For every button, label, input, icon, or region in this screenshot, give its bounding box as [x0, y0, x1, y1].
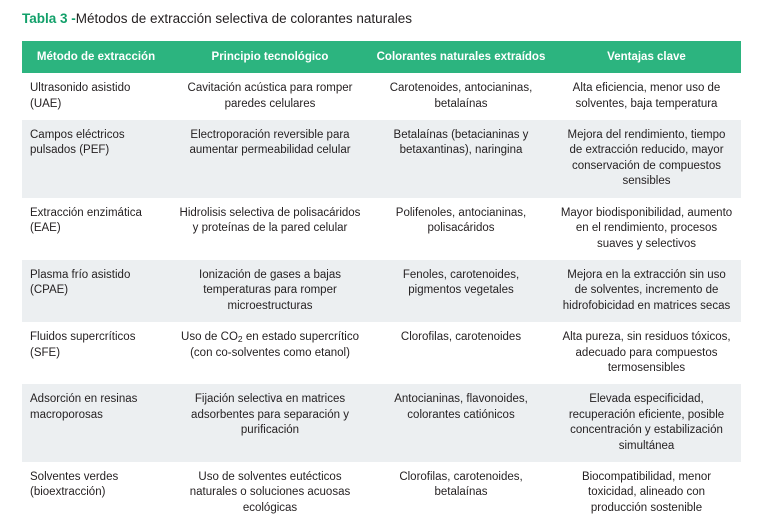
cell-colorants: Carotenoides, antocianinas, betalaínas: [370, 73, 552, 120]
cell-colorants: Antocianinas, flavonoides, colorantes catiónicos: [370, 384, 552, 462]
table-row: [22, 198, 741, 260]
column-header-method: Método de extracción: [22, 41, 170, 74]
cell-principle: Fijación selectiva en matrices adsorbentes para separación y purificación: [170, 384, 370, 462]
cell-advantages: Mejora en la extracción sin uso de solventes, incremento de hidrofobicidad en matrices secas: [552, 260, 741, 322]
table-row: [22, 462, 741, 524]
cell-principle: Ionización de gases a bajas temperaturas para romper microestructuras: [170, 260, 370, 322]
table-caption-label: Tabla 3 -: [22, 11, 76, 26]
cell-method: Plasma frío asistido (CPAE): [22, 260, 170, 322]
table-row: [22, 384, 741, 462]
cell-principle: Hidrolisis selectiva de polisacáridos y proteínas de la pared celular: [170, 198, 370, 260]
table-header: [22, 41, 741, 74]
cell-method: Fluidos supercríticos (SFE): [22, 322, 170, 384]
cell-method: Campos eléctricos pulsados (PEF): [22, 120, 170, 198]
column-header-colorants: Colorantes naturales extraídos: [370, 41, 552, 74]
cell-colorants: Fenoles, carotenoides, pigmentos vegetales: [370, 260, 552, 322]
cell-colorants: Clorofilas, carotenoides: [370, 322, 552, 384]
principle-subscript: 2: [237, 334, 243, 345]
table-body: [22, 73, 741, 524]
table-header-row: [22, 41, 741, 74]
principle-text-post: en estado supercrítico (con co-solventes como etanol): [190, 331, 359, 359]
cell-colorants: Betalaínas (betacianinas y betaxantinas), naringina: [370, 120, 552, 198]
cell-colorants: Polifenoles, antocianinas, polisacáridos: [370, 198, 552, 260]
table-row: [22, 120, 741, 198]
table-row: [22, 260, 741, 322]
principle-text-pre: Uso de CO: [181, 331, 238, 344]
cell-advantages: Elevada especificidad, recuperación eficiente, posible concentración y estabilización simultánea: [552, 384, 741, 462]
cell-colorants: Clorofilas, carotenoides, betalaínas: [370, 462, 552, 524]
table-row: [22, 322, 741, 384]
cell-advantages: Biocompatibilidad, menor toxicidad, alineado con producción sostenible: [552, 462, 741, 524]
extraction-methods-table: [22, 41, 741, 524]
table-caption: [0, 0, 763, 28]
table-caption-text: Métodos de extracción selectiva de colorantes naturales: [75, 11, 412, 26]
cell-principle: Cavitación acústica para romper paredes celulares: [170, 73, 370, 120]
column-header-advantages: Ventajas clave: [552, 41, 741, 74]
table-row: [22, 73, 741, 120]
cell-principle: Electroporación reversible para aumentar permeabilidad celular: [170, 120, 370, 198]
cell-method: Extracción enzimática (EAE): [22, 198, 170, 260]
cell-principle: [170, 322, 370, 384]
cell-method: Adsorción en resinas macroporosas: [22, 384, 170, 462]
cell-principle: Uso de solventes eutécticos naturales o soluciones acuosas ecológicas: [170, 462, 370, 524]
cell-advantages: Mayor biodisponibilidad, aumento en el rendimiento, procesos suaves y selectivos: [552, 198, 741, 260]
cell-method: Solventes verdes (bioextracción): [22, 462, 170, 524]
cell-advantages: Alta pureza, sin residuos tóxicos, adecuado para compuestos termosensibles: [552, 322, 741, 384]
cell-method: Ultrasonido asistido (UAE): [22, 73, 170, 120]
cell-advantages: Mejora del rendimiento, tiempo de extracción reducido, mayor conservación de compuestos sensibles: [552, 120, 741, 198]
column-header-principle: Principio tecnológico: [170, 41, 370, 74]
cell-advantages: Alta eficiencia, menor uso de solventes, baja temperatura: [552, 73, 741, 120]
